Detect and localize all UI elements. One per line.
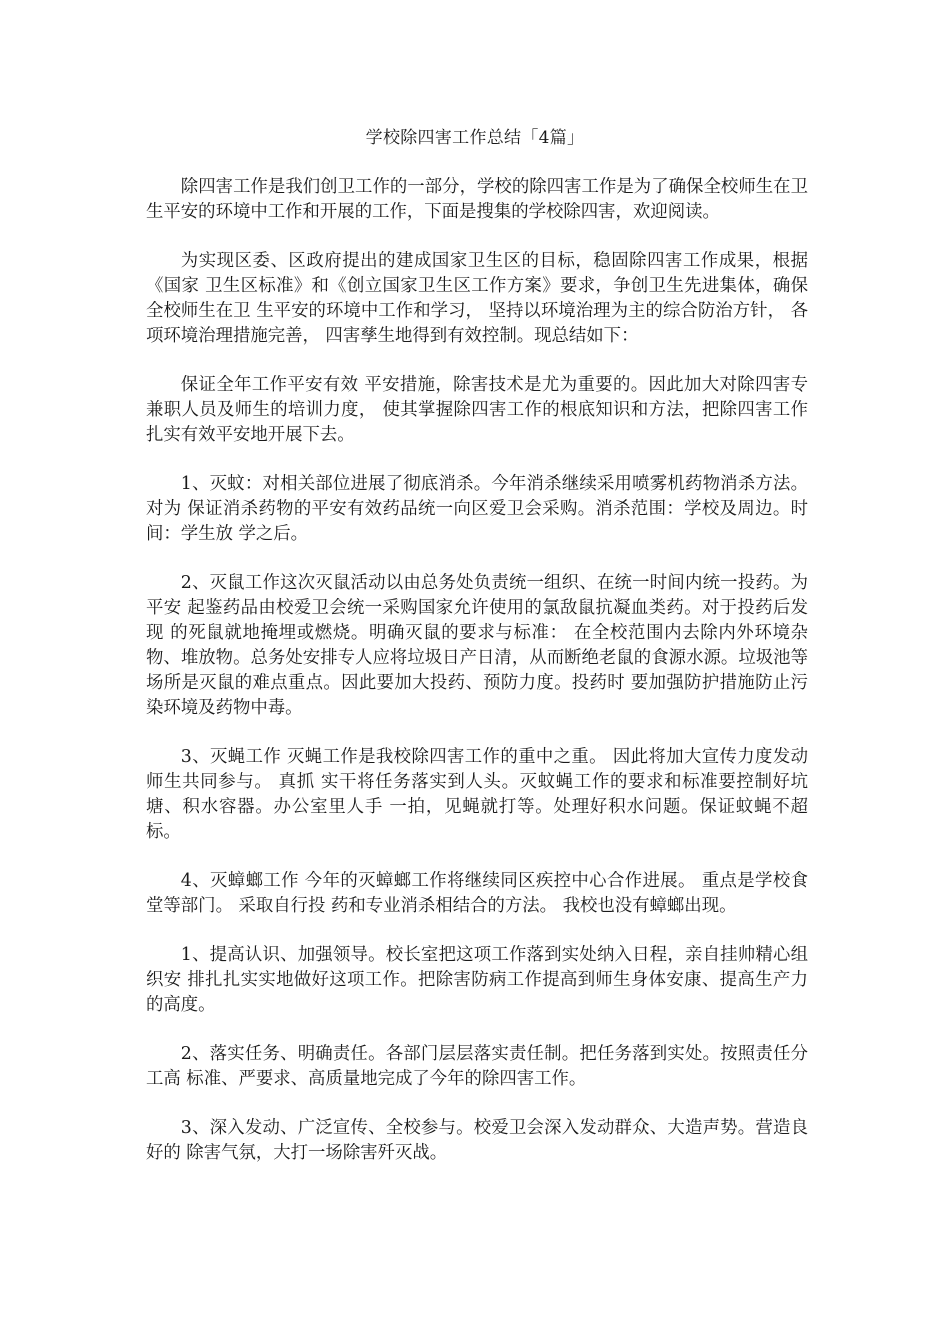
paragraph-fly: 3、灭蝇工作 灭蝇工作是我校除四害工作的重中之重。 因此将加大宣传力度发动师生共同参与。 真抓 实干将任务落实到人头。灭蚊蝇工作的要求和标准要控制好坑塘、积水容器。办公室里人手 一拍，见蝇就打等。处理好积水问题。保证蚊蝇不超标。 xyxy=(146,747,808,842)
paragraph-publicity: 3、深入发动、广泛宣传、全校参与。校爱卫会深入发动群众、大造声势。营造良好的 除害气氛，大打一场除害歼灭战。 xyxy=(146,1118,808,1163)
paragraph-safety: 保证全年工作平安有效 平安措施，除害技术是尤为重要的。因此加大对除四害专兼职人员及师生的培训力度， 使其掌握除四害工作的根底知识和方法，把除四害工作扎实有效平安地开展下去。 xyxy=(146,375,808,445)
paragraph-responsibility: 2、落实任务、明确责任。各部门层层落实责任制。把任务落到实处。按照责任分工高 标准、严要求、高质量地完成了今年的除四害工作。 xyxy=(146,1044,808,1089)
document-body xyxy=(146,175,808,1190)
paragraph-mosquito: 1、灭蚊：对相关部位进展了彻底消杀。今年消杀继续采用喷雾机药物消杀方法。对为 保证消杀药物的平安有效药品统一向区爱卫会采购。消杀范围：学校及周边。时间：学生放 学之后。 xyxy=(146,474,808,544)
paragraph-cockroach: 4、灭蟑螂工作 今年的灭蟑螂工作将继续同区疾控中心合作进展。 重点是学校食堂等部门。 采取自行投 药和专业消杀相结合的方法。 我校也没有蟑螂出现。 xyxy=(146,871,808,916)
paragraph-intro: 除四害工作是我们创卫工作的一部分，学校的除四害工作是为了确保全校师生在卫生平安的环境中工作和开展的工作，下面是搜集的学校除四害，欢迎阅读。 xyxy=(146,177,808,222)
paragraph-rodent: 2、灭鼠工作这次灭鼠活动以由总务处负责统一组织、在统一时间内统一投药。为平安 起鉴药品由校爱卫会统一采购国家允许使用的氯敌鼠抗凝血类药。对于投药后发现 的死鼠就地掩埋或燃烧。明确灭鼠的要求与标准： 在全校范围内去除内外环境杂物、堆放物。总务处安排专人应将垃圾日产日清，从而断绝老鼠的食源水源。垃圾池等场所是灭鼠的难点重点。因此要加大投药、预防力度。投药时 要加强防护措施防止污染环境及药物中毒。 xyxy=(146,573,808,718)
paragraph-leadership: 1、提高认识、加强领导。校长室把这项工作落到实处纳入日程，亲自挂帅精心组织安 排扎扎实实地做好这项工作。把除害防病工作提高到师生身体安康、提高生产力的高度。 xyxy=(146,945,808,1015)
document-title: 学校除四害工作总结「4篇」 xyxy=(365,128,585,148)
paragraph-goal: 为实现区委、区政府提出的建成国家卫生区的目标，稳固除四害工作成果，根据《国家 卫生区标准》和《创立国家卫生区工作方案》要求，争创卫生先进集体，确保全校师生在卫 生平安的环境中工作和学习， 坚持以环境治理为主的综合防治方针， 各项环境治理措施完善， 四害孳生地得到有效控制。现总结如下： xyxy=(146,251,808,346)
